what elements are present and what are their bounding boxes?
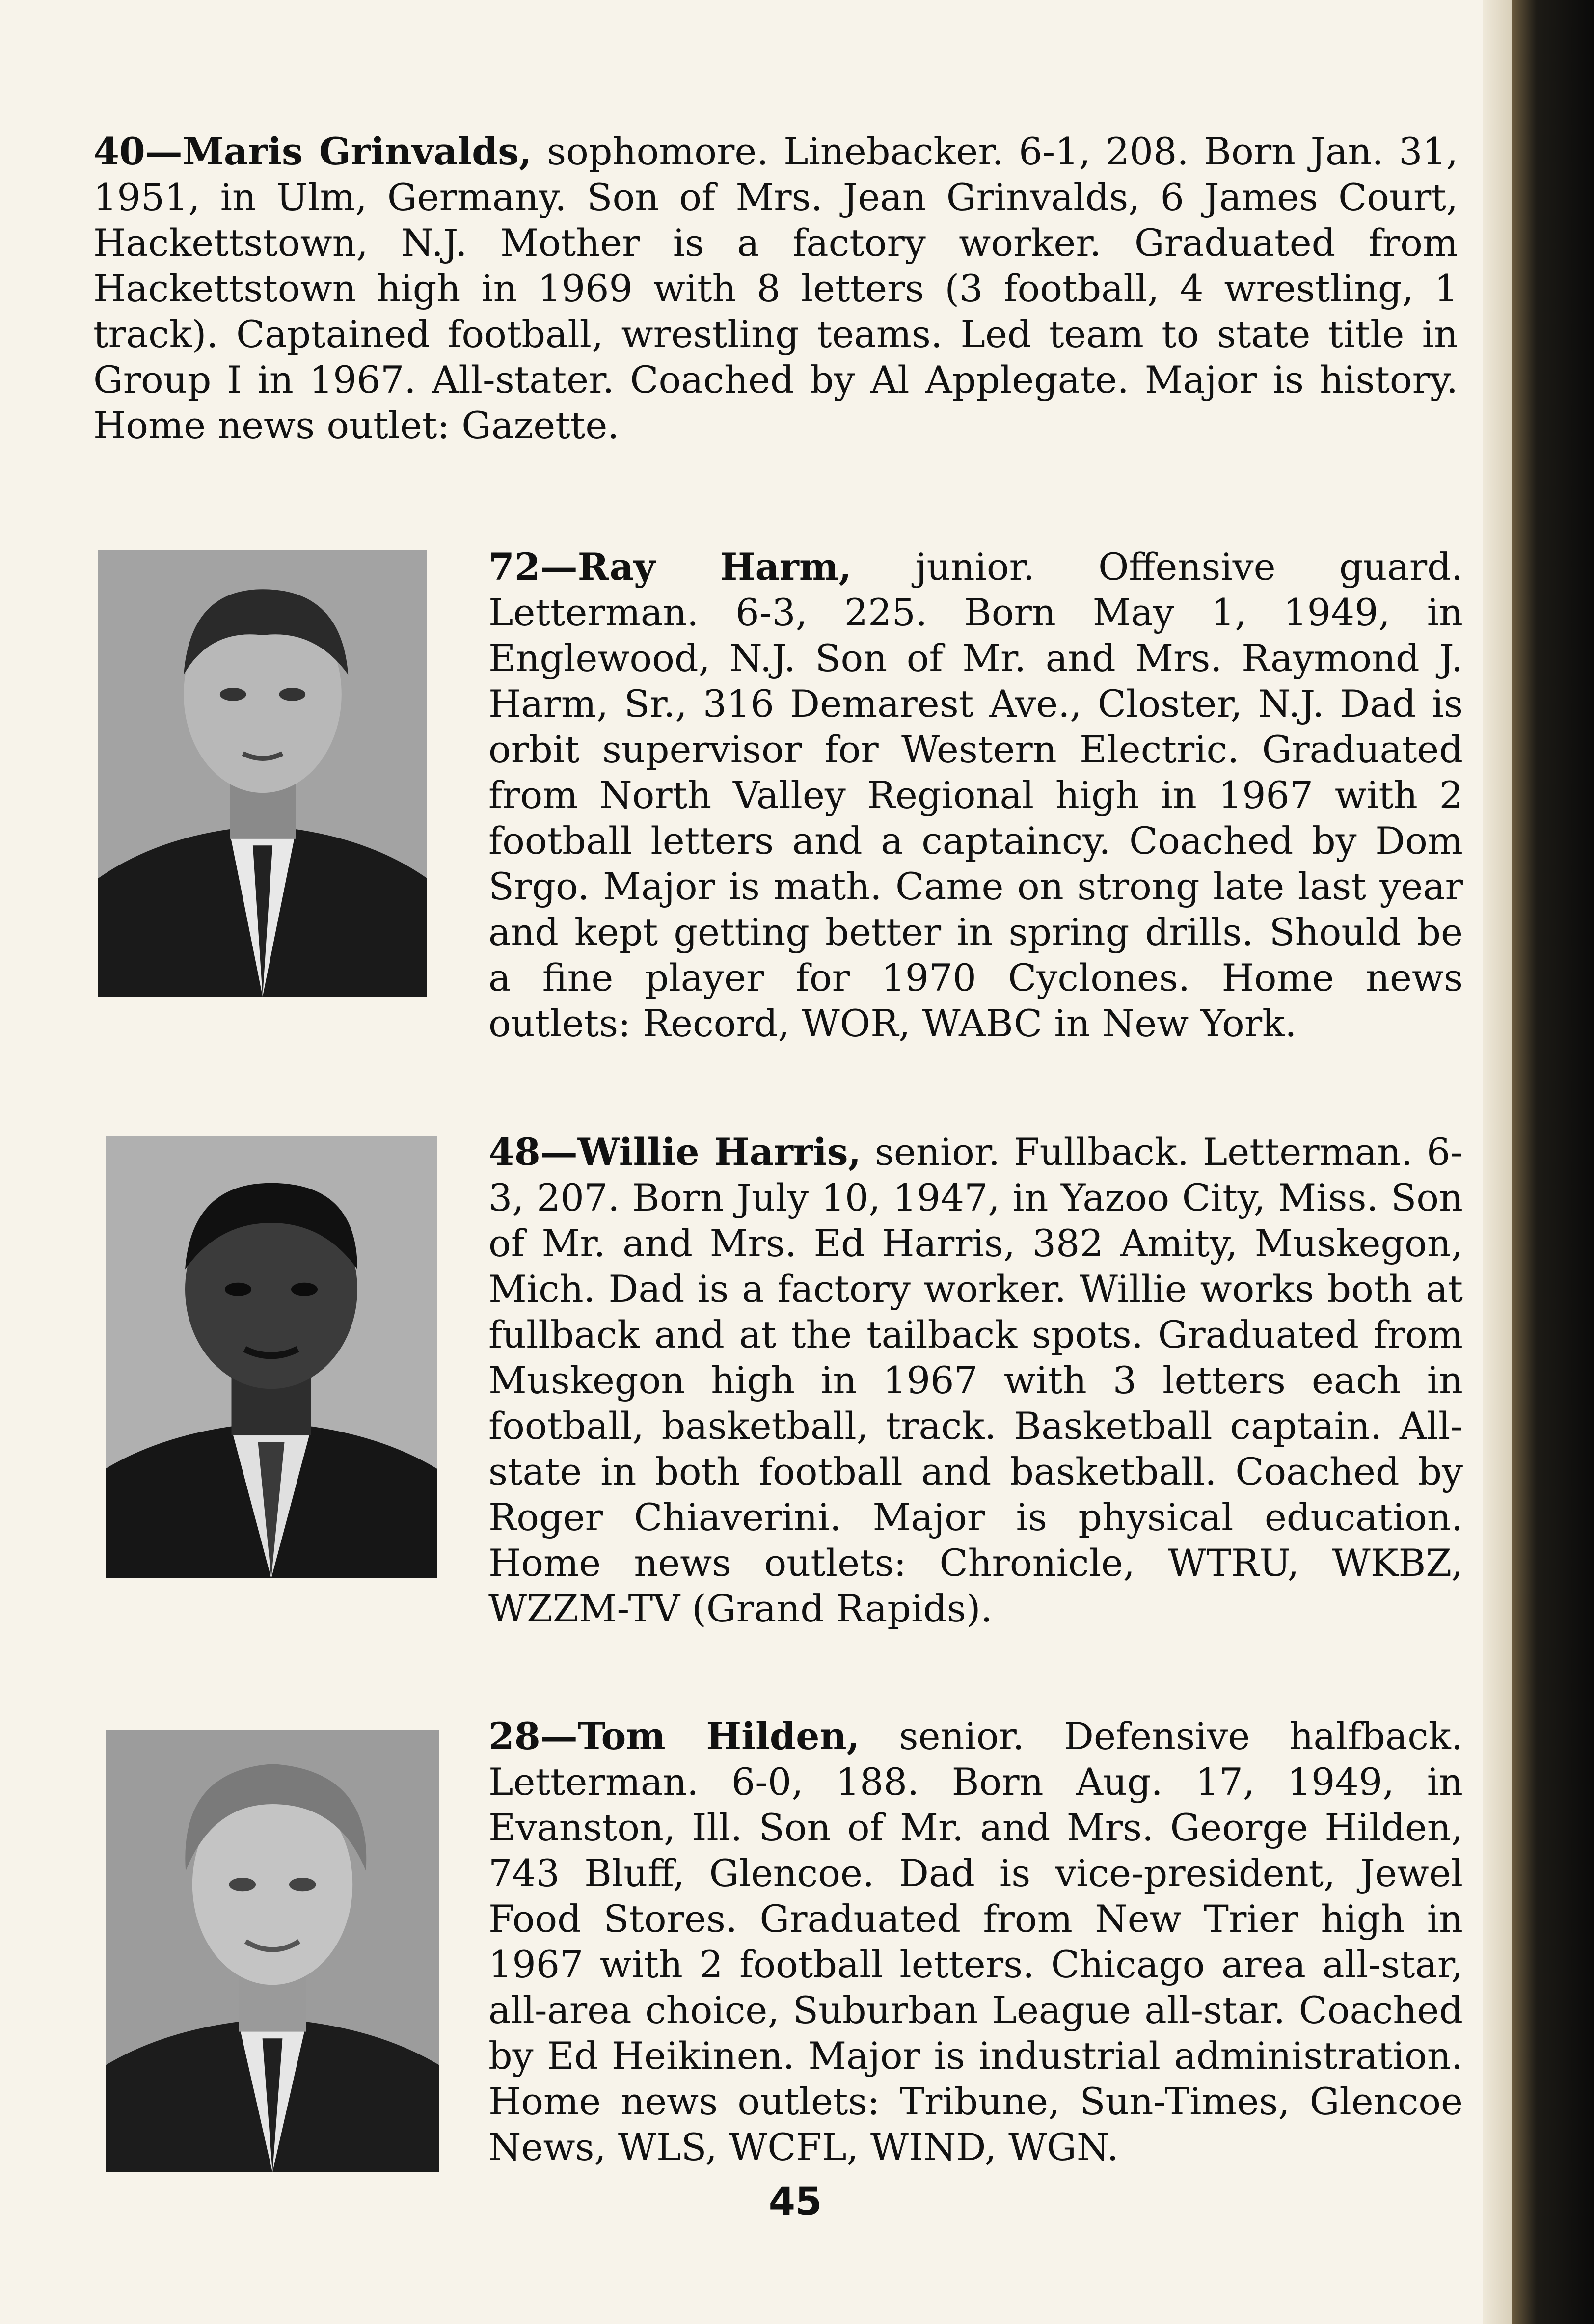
portrait-photo-willie-harris bbox=[106, 1136, 437, 1578]
page-edge bbox=[1483, 0, 1512, 2324]
entry-willie-harris bbox=[488, 1129, 1463, 1631]
portrait-photo-tom-hilden bbox=[106, 1730, 439, 2172]
entry-body: senior. Fullback. Letterman. 6-3, 207. Born July 10, 1947, in Yazoo City, Miss. Son of Mr. and Mrs. Ed Harris, 382 Amity, Muskegon, Mich. Dad is a factory worker. Willie works both at fullback and at the tailback spots. Graduated from Muskegon high in 1967 with 3 letters each in football, basketball, track. Basketball captain. All-state in both football and basketball. Coached by Roger Chiaverini. Major is physical education. Home news outlets: Chronicle, WTRU, WKBZ, WZZM-TV (Grand Rapids). bbox=[488, 1130, 1463, 1630]
entry-tom-hilden bbox=[488, 1713, 1463, 2170]
entry-ray-harm bbox=[488, 544, 1463, 1046]
entry-name: 72—Ray Harm, bbox=[488, 545, 852, 589]
entry-maris-grinvalds bbox=[93, 129, 1458, 448]
entry-name: 40—Maris Grinvalds, bbox=[93, 130, 532, 173]
page-number: 45 bbox=[768, 2180, 822, 2224]
entry-name: 48—Willie Harris, bbox=[488, 1130, 862, 1174]
entry-name: 28—Tom Hilden, bbox=[488, 1714, 860, 1758]
portrait-photo-ray-harm bbox=[98, 550, 427, 997]
entry-body: sophomore. Linebacker. 6-1, 208. Born Jan. 31, 1951, in Ulm, Germany. Son of Mrs. Jean Grinvalds, 6 James Court, Hackettstown, N.J. Mother is a factory worker. Graduated from Hackettstown high in 1969 with 8 letters (3 football, 4 wrestling, 1 track). Captained football, wrestling teams. Led team to state title in Group I in 1967. All-stater. Coached by Al Applegate. Major is history. Home news outlet: Gazette. bbox=[93, 130, 1458, 447]
entry-body: junior. Offensive guard. Letterman. 6-3, 225. Born May 1, 1949, in Englewood, N.J. Son of Mr. and Mrs. Raymond J. Harm, Sr., 316 Demarest Ave., Closter, N.J. Dad is orbit supervisor for Western Electric. Graduated from North Valley Regional high in 1967 with 2 football letters and a captaincy. Coached by Dom Srgo. Major is math. Came on strong late last year and kept getting better in spring drills. Should be a fine player for 1970 Cyclones. Home news outlets: Record, WOR, WABC in New York. bbox=[488, 545, 1463, 1045]
entry-body: senior. Defensive halfback. Letterman. 6-0, 188. Born Aug. 17, 1949, in Evanston, Ill. Son of Mr. and Mrs. George Hilden, 743 Bluff, Glencoe. Dad is vice-president, Jewel Food Stores. Graduated from New Trier high in 1967 with 2 football letters. Chicago area all-star, all-area choice, Suburban League all-star. Coached by Ed Heikinen. Major is industrial administration. Home news outlets: Tribune, Sun-Times, Glencoe News, WLS, WCFL, WIND, WGN. bbox=[488, 1714, 1463, 2169]
book-spine bbox=[1512, 0, 1594, 2324]
